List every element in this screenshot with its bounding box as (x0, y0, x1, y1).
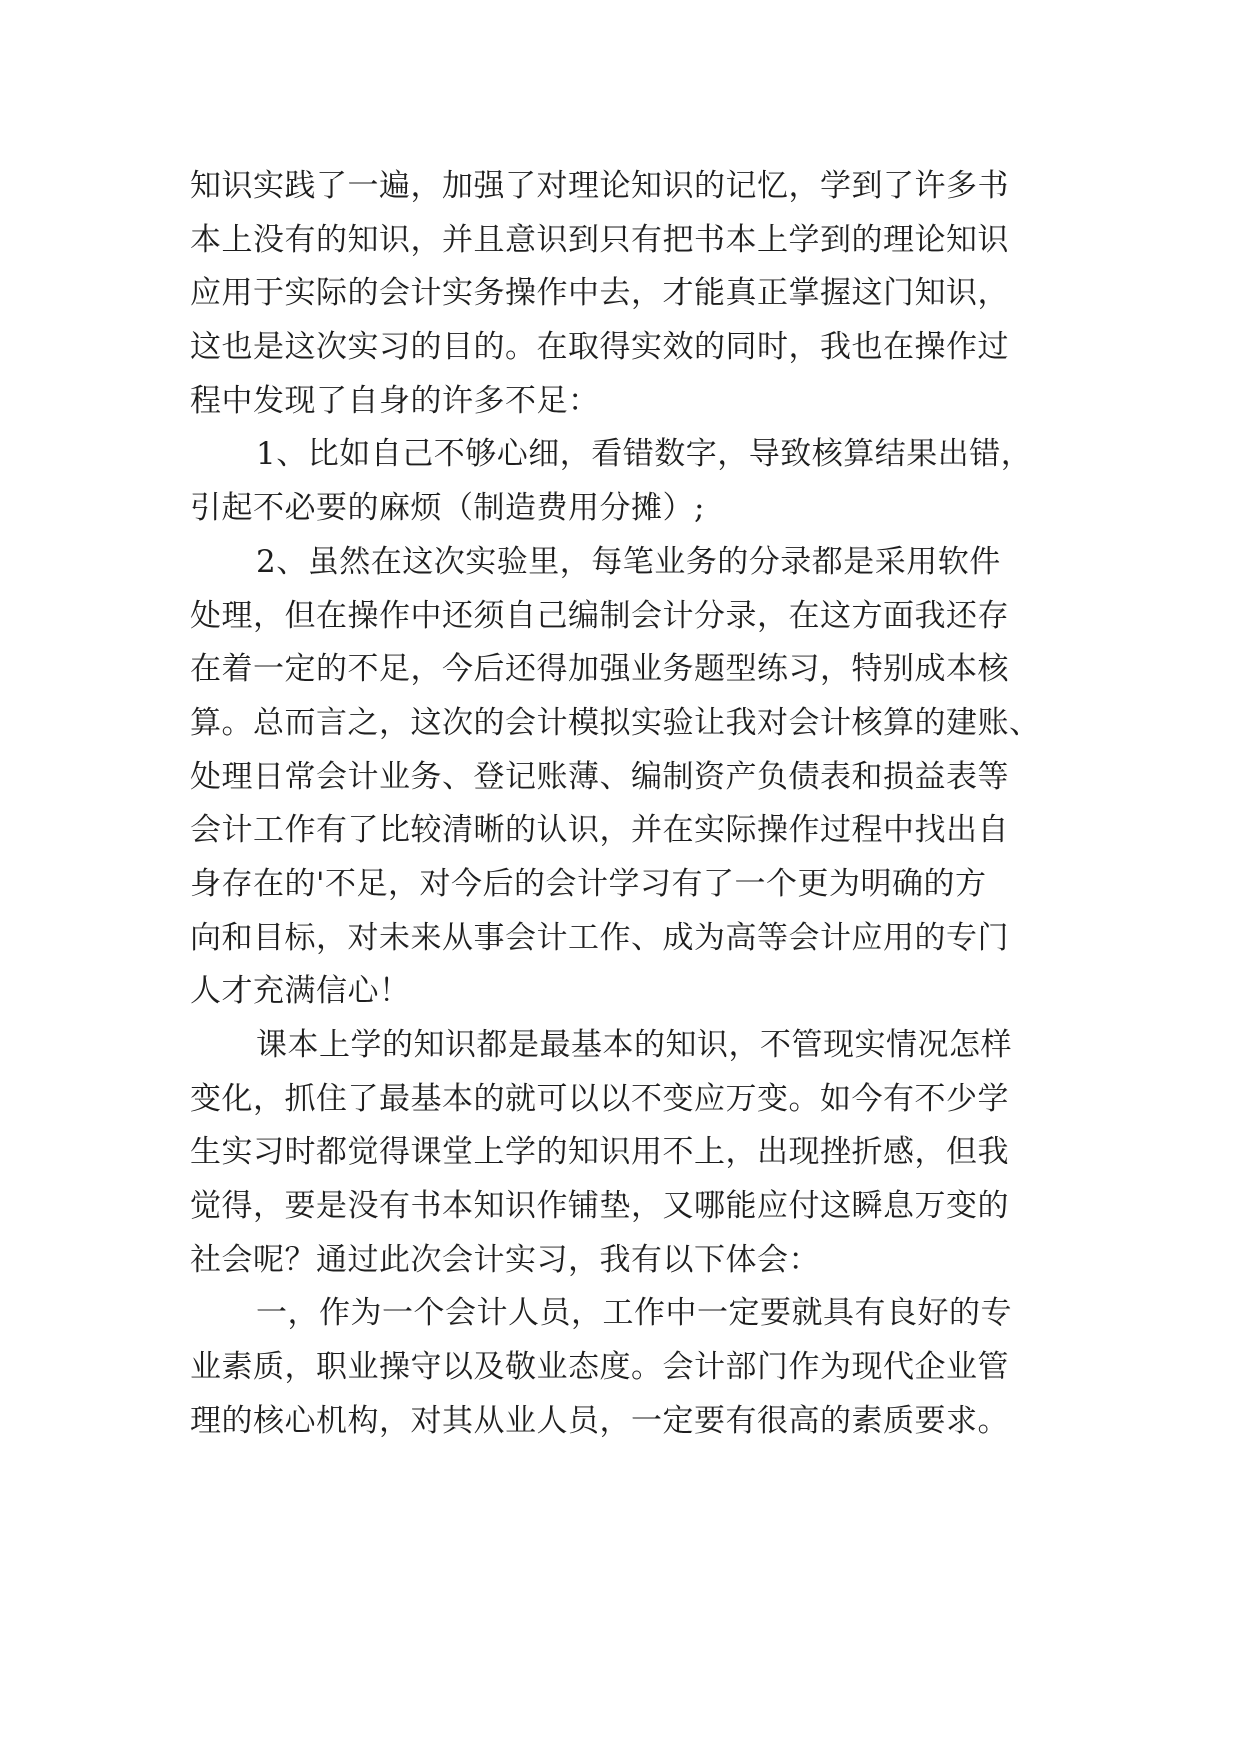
text-line: 这也是这次实习的目的。在取得实效的同时，我也在操作过 (190, 329, 1009, 366)
text-line: 在着一定的不足，今后还得加强业务题型练习，特别成本核 (190, 651, 1009, 688)
text-line: 人才充满信心！ (190, 973, 411, 1010)
text-line: 1、比如自己不够心细，看错数字，导致核算结果出错， (256, 436, 1033, 473)
text-line: 觉得，要是没有书本知识作铺垫，又哪能应付这瞬息万变的 (190, 1188, 1009, 1225)
text-line: 社会呢？通过此次会计实习，我有以下体会： (190, 1241, 820, 1278)
text-line: 知识实践了一遍，加强了对理论知识的记忆，学到了许多书 (190, 168, 1009, 204)
text-line: 生实习时都觉得课堂上学的知识用不上，出现挫折感，但我 (190, 1134, 1009, 1171)
text-line: 课本上学的知识都是最基本的知识，不管现实情况怎样 (256, 1027, 1012, 1063)
text-line: 算。总而言之，这次的会计模拟实验让我对会计核算的建账、 (190, 704, 1041, 741)
text-line: 2、虽然在这次实验里，每笔业务的分录都是采用软件 (256, 543, 1001, 580)
text-line: 变化，抓住了最基本的就可以以不变应万变。如今有不少学 (190, 1080, 1009, 1117)
text-line: 处理日常会计业务、登记账薄、编制资产负债表和损益表等 (190, 758, 1009, 795)
text-line: 引起不必要的麻烦（制造费用分摊）; (190, 490, 705, 527)
text-line: 向和目标，对未来从事会计工作、成为高等会计应用的专门 (190, 919, 1009, 956)
text-line: 程中发现了自身的许多不足： (190, 382, 600, 419)
text-line: 会计工作有了比较清晰的认识，并在实际操作过程中找出自 (190, 812, 1009, 849)
text-line: 业素质，职业操守以及敬业态度。会计部门作为现代企业管 (190, 1349, 1009, 1386)
text-line: 处理，但在操作中还须自己编制会计分录，在这方面我还存 (190, 597, 1009, 634)
text-line: 本上没有的知识，并且意识到只有把书本上学到的理论知识 (190, 221, 1009, 258)
text-line: 一，作为一个会计人员，工作中一定要就具有良好的专 (256, 1295, 1012, 1332)
text-line: 身存在的'不足，对今后的会计学习有了一个更为明确的方 (190, 865, 987, 902)
text-line: 应用于实际的会计实务操作中去，才能真正掌握这门知识， (190, 275, 1009, 312)
text-line: 理的核心机构，对其从业人员，一定要有很高的素质要求。 (190, 1402, 1009, 1439)
body-text (190, 160, 1090, 1449)
